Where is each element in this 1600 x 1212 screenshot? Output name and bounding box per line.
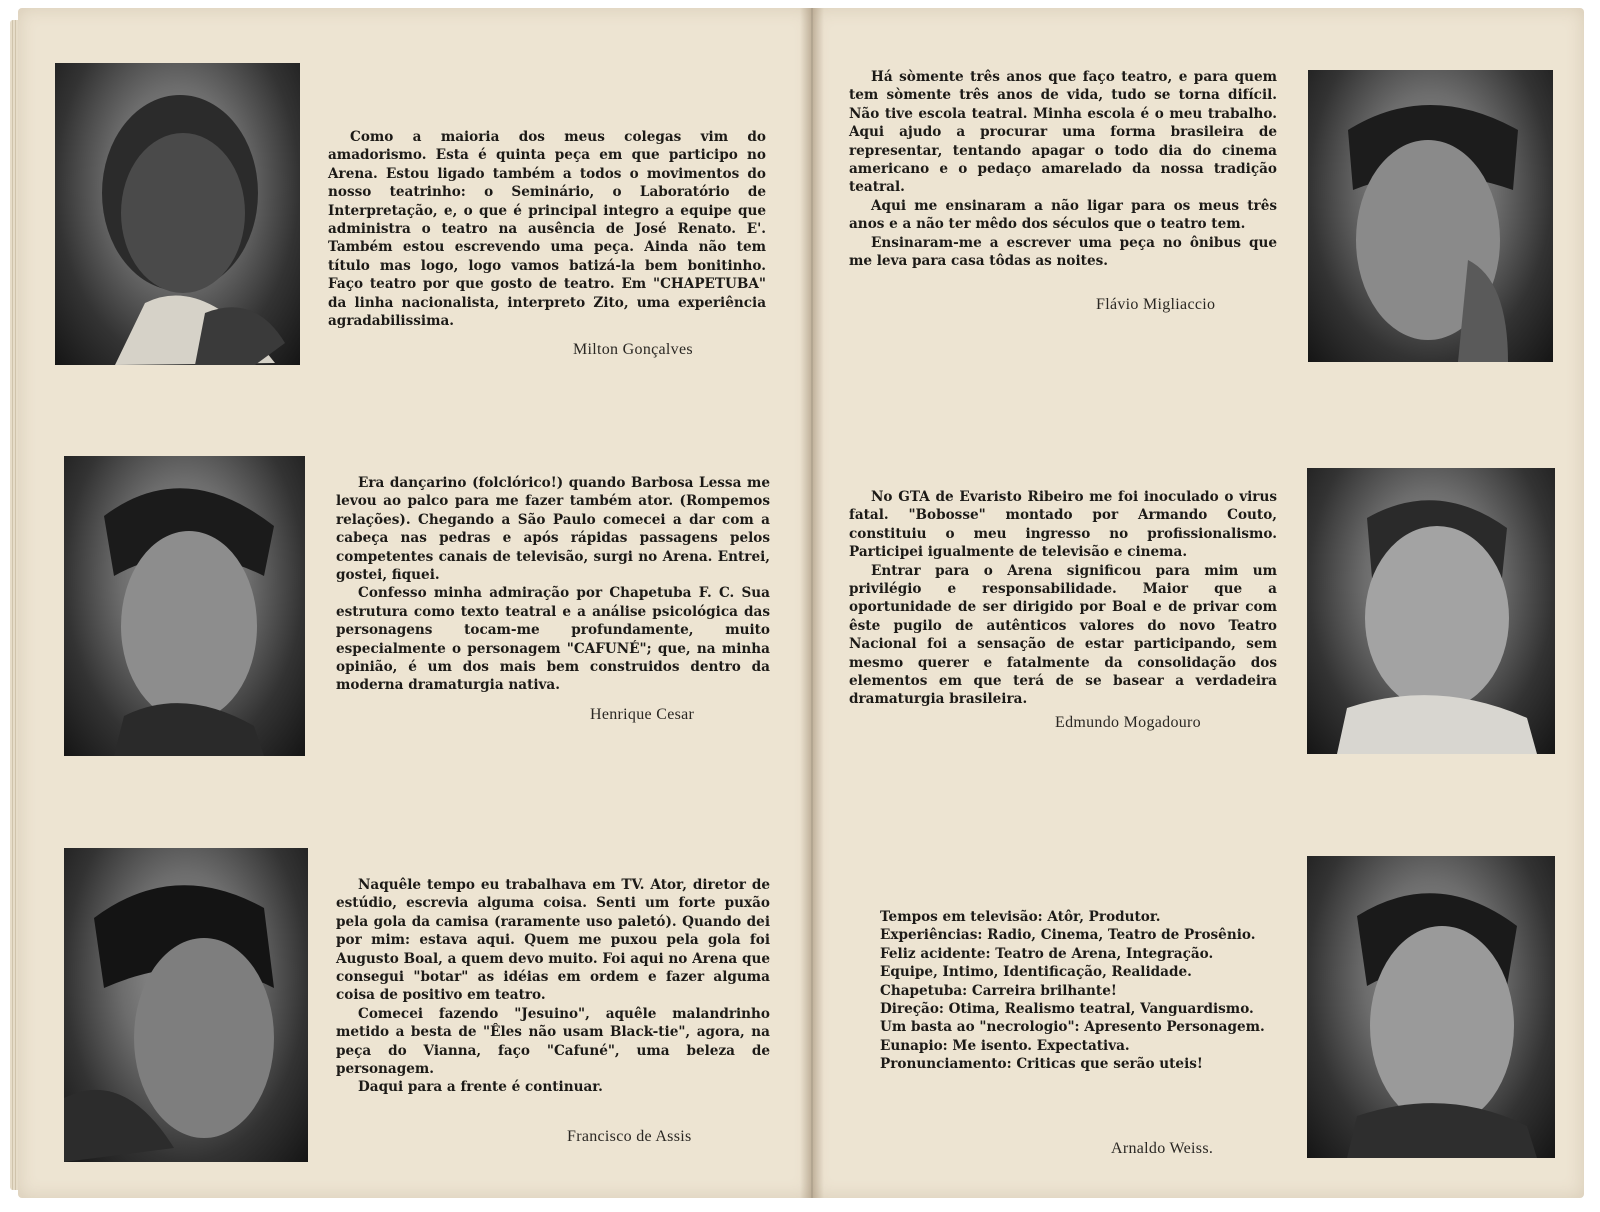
- signature-flavio: Flávio Migliaccio: [1096, 296, 1216, 313]
- bio-paragraph: Ensinaram-me a escrever uma peça no ônibus que me leva para casa tôdas as noites.: [849, 234, 1277, 270]
- bio-paragraph: No GTA de Evaristo Ribeiro me foi inoculado o virus fatal. "Bobosse" montado por Armando Couto, constituiu o meu ingresso no profissionalismo. Participei igualmente de televisão e cinema.: [849, 489, 1277, 561]
- bio-paragraph: Há sòmente três anos que faço teatro, e para quem tem sòmente três anos de vida, tudo se torna difícil. Não tive escola teatral. Minha escola é o meu trabalho. Aqui ajudo a procurar uma forma brasileira de representar, tentando apagar o todo dia do cinema americano e o pedaço amarelado da nossa tradição teatral.: [849, 69, 1277, 196]
- bio-line: Tempos em televisão: Atôr, Produtor.: [880, 909, 1161, 925]
- bio-text-edmundo: [849, 488, 1277, 709]
- portrait-photo-francisco: [64, 848, 308, 1162]
- bio-paragraph: Comecei fazendo "Jesuino", aquêle malandrinho metido a besta de "Êles não usam Black-tie", agora, na peça do Vianna, faço "Cafuné", uma beleza de personagem.: [336, 1005, 770, 1078]
- bio-line: Chapetuba: Carreira brilhante!: [880, 982, 1117, 999]
- bio-paragraph: Daqui para a frente é continuar.: [358, 1079, 603, 1096]
- bio-paragraph: Aqui me ensinaram a não ligar para os meus três anos e a não ter mêdo dos séculos que o teatro tem.: [849, 197, 1277, 233]
- signature-francisco: Francisco de Assis: [567, 1128, 692, 1145]
- signature-henrique: Henrique Cesar: [590, 706, 695, 723]
- bio-text-flavio: [849, 68, 1277, 270]
- portrait-photo-henrique: [64, 456, 305, 756]
- signature-milton: Milton Gonçalves: [573, 341, 693, 358]
- bio-paragraph: Era dançarino (folclórico!) quando Barbosa Lessa me levou ao palco para me fazer também ator. (Rompemos relações). Chegando a São Paulo comecei a dar com a cabeça nas pedras e após rápidas passagens pelos competentes canais de televisão, surgi no Arena. Entrei, gostei, fiquei.: [336, 475, 770, 584]
- portrait-photo-edmundo: [1307, 468, 1555, 754]
- bio-line: Equipe, Intimo, Identificação, Realidade.: [880, 964, 1192, 981]
- bio-text-francisco: [336, 876, 770, 1097]
- bio-line: Eunapio: Me isento. Expectativa.: [880, 1037, 1130, 1054]
- bio-line: Direção: Otima, Realismo teatral, Vanguardismo.: [880, 1001, 1254, 1018]
- bio-line: Um basta ao "necrologio": Apresento Personagem.: [880, 1019, 1265, 1036]
- bio-line: Feliz acidente: Teatro de Arena, Integração.: [880, 945, 1214, 962]
- portrait-photo-flavio: [1308, 70, 1553, 362]
- signature-edmundo: Edmundo Mogadouro: [1055, 714, 1201, 731]
- bio-text-henrique: [336, 474, 770, 695]
- signature-arnaldo: Arnaldo Weiss.: [1111, 1140, 1214, 1157]
- bio-text-milton: [328, 128, 766, 330]
- bio-paragraph: Naquêle tempo eu trabalhava em TV. Ator, diretor de estúdio, escrevia alguma coisa. Senti um forte puxão pela gola da camisa (raramente uso paletó). Quando dei por mim: estava aqui. Quem me puxou pela gola foi Augusto Boal, a quem devo muito. Foi aqui no Arena que consegui "botar" as idéias em ordem e fazer alguma coisa de positivo em teatro.: [336, 877, 770, 1004]
- bio-paragraph: Confesso minha admiração por Chapetuba F. C. Sua estrutura como texto teatral e a análise psicológica das personagens tocam-me profundamente, muito especialmente o personagem "CAFUNÉ"; que, na minha opinião, é um dos mais bem construidos dentro da moderna dramaturgia nativa.: [336, 585, 770, 694]
- book-spine: [800, 8, 824, 1198]
- bio-line: Pronunciamento: Criticas que serão uteis!: [880, 1056, 1203, 1073]
- bio-paragraph: Como a maioria dos meus colegas vim do amadorismo. Esta é quinta peça em que participo no Arena. Estou ligado também a todos o movimentos do nosso teatrinho: o Seminário, o Laboratório de Interpretação, e, o que é principal integro a equipe que administra o teatro na ausência de José Renato. E'. Também estou escrevendo uma peça. Ainda não tem título mas logo, logo vamos batizá-la bem bonitinho. Faço teatro por que gosto de teatro. Em "CHAPETUBA" da linha nacionalista, interpreto Zito, uma experiência agradabilissima.: [328, 129, 766, 330]
- bio-paragraph: Entrar para o Arena significou para mim um privilégio e responsabilidade. Maior que a oportunidade de ser dirigido por Boal e de privar com êste pugilo de autênticos valores do novo Teatro Nacional foi a sensação de estar participando, sem mesmo querer e fatalmente da consolidação dos elementos em que terá de se basear a verdadeira dramaturgia brasileira.: [849, 562, 1277, 708]
- portrait-photo-milton: [55, 63, 300, 365]
- bio-text-arnaldo: [858, 908, 1278, 1074]
- bio-line: Experiências: Radio, Cinema, Teatro de Prosênio.: [880, 927, 1256, 944]
- portrait-photo-arnaldo: [1307, 856, 1555, 1158]
